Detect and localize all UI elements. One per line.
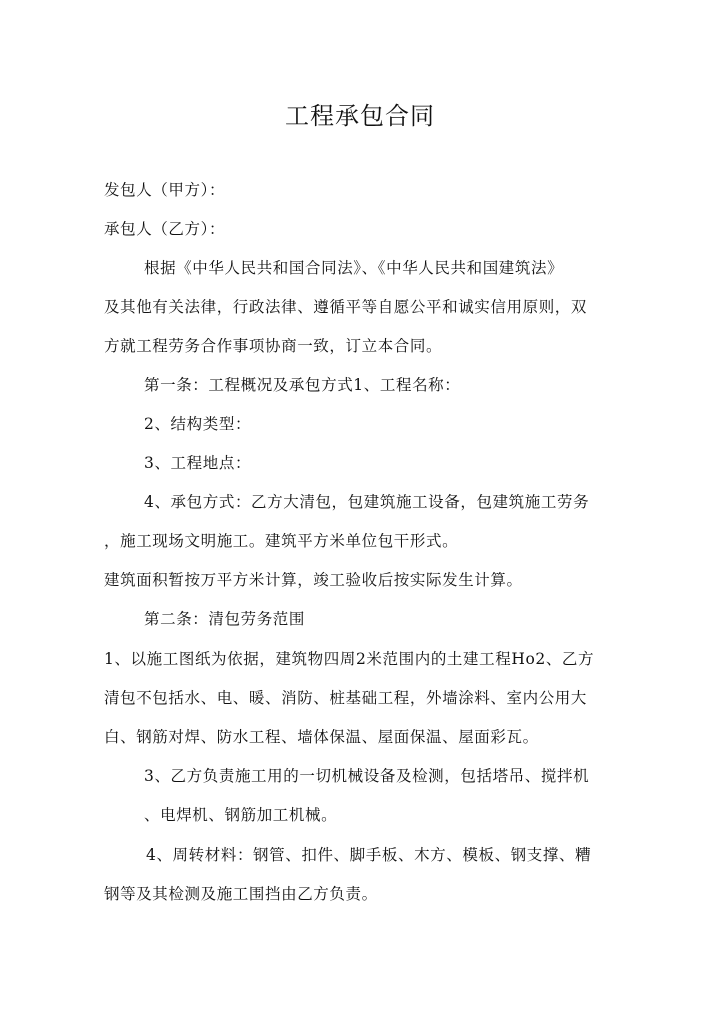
article-2-item-1-line-3: 白、钢筋对焊、防水工程、墙体保温、屋面保温、屋面彩瓦。: [104, 728, 539, 746]
party-b-line: 承包人（乙方）：: [104, 220, 226, 238]
article-1-item-2: 2、结构类型：: [144, 415, 252, 433]
article-2-item-1-line-1: 1、以施工图纸为依据，建筑物四周2米范围内的土建工程Ho2、乙方: [104, 650, 595, 668]
preamble-line-2: 及其他有关法律，行政法律、遵循平等自愿公平和诚实信用原则，双: [104, 298, 588, 316]
article-2-item-3-line-2: 、电焊机、钢筋加工机械。: [144, 806, 338, 824]
article-2-item-4-line-2: 钢等及其检测及施工围挡由乙方负责。: [104, 885, 378, 903]
article-2-item-4-line-1: 4、周转材料：钢管、扣件、脚手板、木方、模板、钢支撑、糟: [146, 846, 592, 864]
preamble-line-1: 根据《中华人民共和国合同法》、《中华人民共和国建筑法》: [144, 259, 564, 277]
article-2-heading: 第二条：清包劳务范围: [144, 610, 306, 628]
article-1-area-line: 建筑面积暂按万平方米计算，竣工验收后按实际发生计算。: [104, 571, 523, 589]
article-1-item-4-line-2: ，施工现场文明施工。建筑平方米单位包干形式。: [104, 532, 459, 550]
preamble-line-3: 方就工程劳务合作事项协商一致，订立本合同。: [104, 337, 443, 355]
article-2-item-3-line-1: 3、乙方负责施工用的一切机械设备及检测，包括塔吊、搅拌机: [144, 767, 590, 785]
article-2-item-1-line-2: 清包不包括水、电、暖、消防、桩基础工程，外墙涂料、室内公用大: [104, 689, 588, 707]
party-a-line: 发包人（甲方）：: [104, 181, 226, 199]
article-1-item-4-line-1: 4、承包方式：乙方大清包，包建筑施工设备，包建筑施工劳务: [144, 493, 590, 511]
article-1-item-3: 3、工程地点：: [144, 454, 252, 472]
document-title: 工程承包合同: [285, 102, 435, 130]
article-1-heading: 第一条：工程概况及承包方式1、工程名称：: [144, 376, 461, 394]
